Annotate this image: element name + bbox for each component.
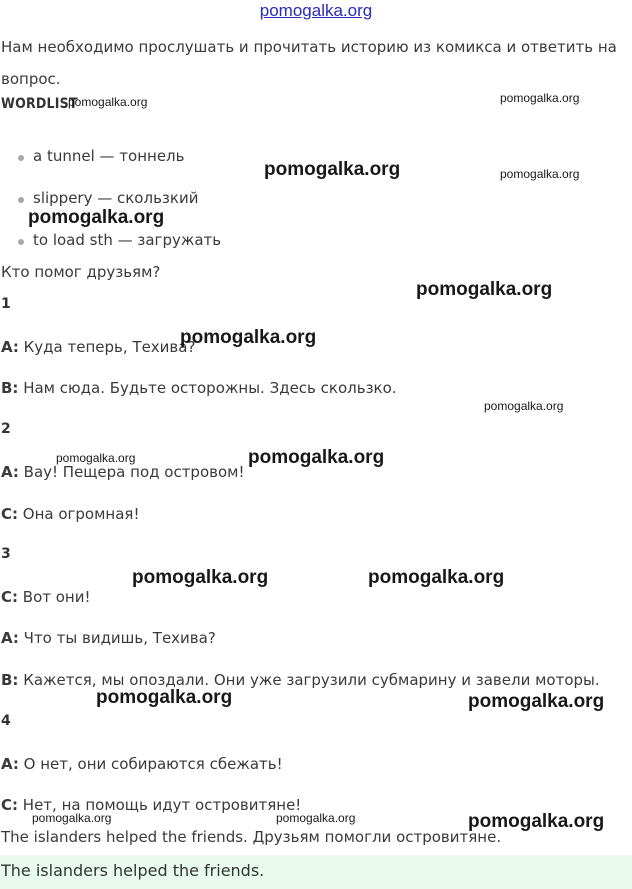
frame-number: 1 (1, 296, 11, 312)
wordlist-item: to load sth — загружать (33, 231, 222, 249)
answer-text: The islanders helped the friends. (1, 861, 265, 880)
intro-text: Нам необходимо прослушать и прочитать историю из комикса и ответить на вопрос. (1, 38, 617, 88)
watermark: pomogalka.org (28, 207, 165, 228)
dialog-line (1, 671, 600, 689)
dialog-line (1, 463, 244, 481)
wordlist-item: a tunnel — тоннель (33, 147, 185, 165)
watermark: pomogalka.org (248, 447, 385, 468)
wordlist-title: WORDLIST (1, 96, 78, 112)
watermark: pomogalka.org (180, 327, 317, 348)
dialog-line (1, 588, 91, 606)
line-text: О нет, они собираются сбежать! (18, 755, 283, 773)
watermark: pomogalka.org (468, 691, 605, 712)
speaker-label: B: (1, 379, 19, 397)
line-text: Нам сюда. Будьте осторожны. Здесь скользко. (18, 379, 397, 397)
dialog-line (1, 338, 195, 356)
speaker-label: C: (1, 796, 19, 814)
watermark: pomogalka.org (500, 167, 580, 181)
speaker-label: C: (1, 588, 19, 606)
watermark: pomogalka.org (68, 95, 148, 109)
line-text: Кажется, мы опоздали. Они уже загрузили субмарину и завели моторы. (18, 671, 600, 689)
line-text: Она огромная! (18, 505, 140, 523)
speaker-label: A: (1, 463, 19, 481)
bullet-icon (18, 155, 24, 161)
line-text: Что ты видишь, Техива? (18, 629, 216, 647)
site-link[interactable]: pomogalka.org (259, 1, 373, 20)
watermark: pomogalka.org (96, 687, 233, 708)
line-text: Вау! Пещера под островом! (18, 463, 245, 481)
bullet-icon (18, 197, 24, 203)
wordlist-item: slippery — скользкий (33, 189, 199, 207)
bullet-icon (18, 239, 24, 245)
watermark: pomogalka.org (416, 279, 553, 300)
speaker-label: A: (1, 755, 19, 773)
watermark: pomogalka.org (276, 811, 356, 825)
watermark: pomogalka.org (56, 451, 136, 465)
question-text: Кто помог друзьям? (1, 263, 161, 281)
speaker-label: A: (1, 338, 19, 356)
dialog-line (1, 629, 216, 647)
watermark: pomogalka.org (500, 91, 580, 105)
conclusion-text: The islanders helped the friends. Друзьям помогли островитяне. (1, 828, 502, 846)
watermark: pomogalka.org (484, 399, 564, 413)
speaker-label: C: (1, 505, 19, 523)
frame-number: 3 (1, 546, 11, 562)
watermark: pomogalka.org (32, 811, 112, 825)
watermark: pomogalka.org (132, 567, 269, 588)
line-text: Вот они! (18, 588, 91, 606)
line-text: Нет, на помощь идут островитяне! (18, 796, 302, 814)
speaker-label: B: (1, 671, 19, 689)
watermark: pomogalka.org (264, 159, 401, 180)
dialog-line (1, 755, 283, 773)
dialog-line (1, 379, 397, 397)
watermark: pomogalka.org (368, 567, 505, 588)
speaker-label: A: (1, 629, 19, 647)
frame-number: 4 (1, 713, 11, 729)
dialog-line (1, 505, 139, 523)
watermark: pomogalka.org (468, 811, 605, 832)
line-text: Куда теперь, Техива? (18, 338, 196, 356)
frame-number: 2 (1, 421, 11, 437)
